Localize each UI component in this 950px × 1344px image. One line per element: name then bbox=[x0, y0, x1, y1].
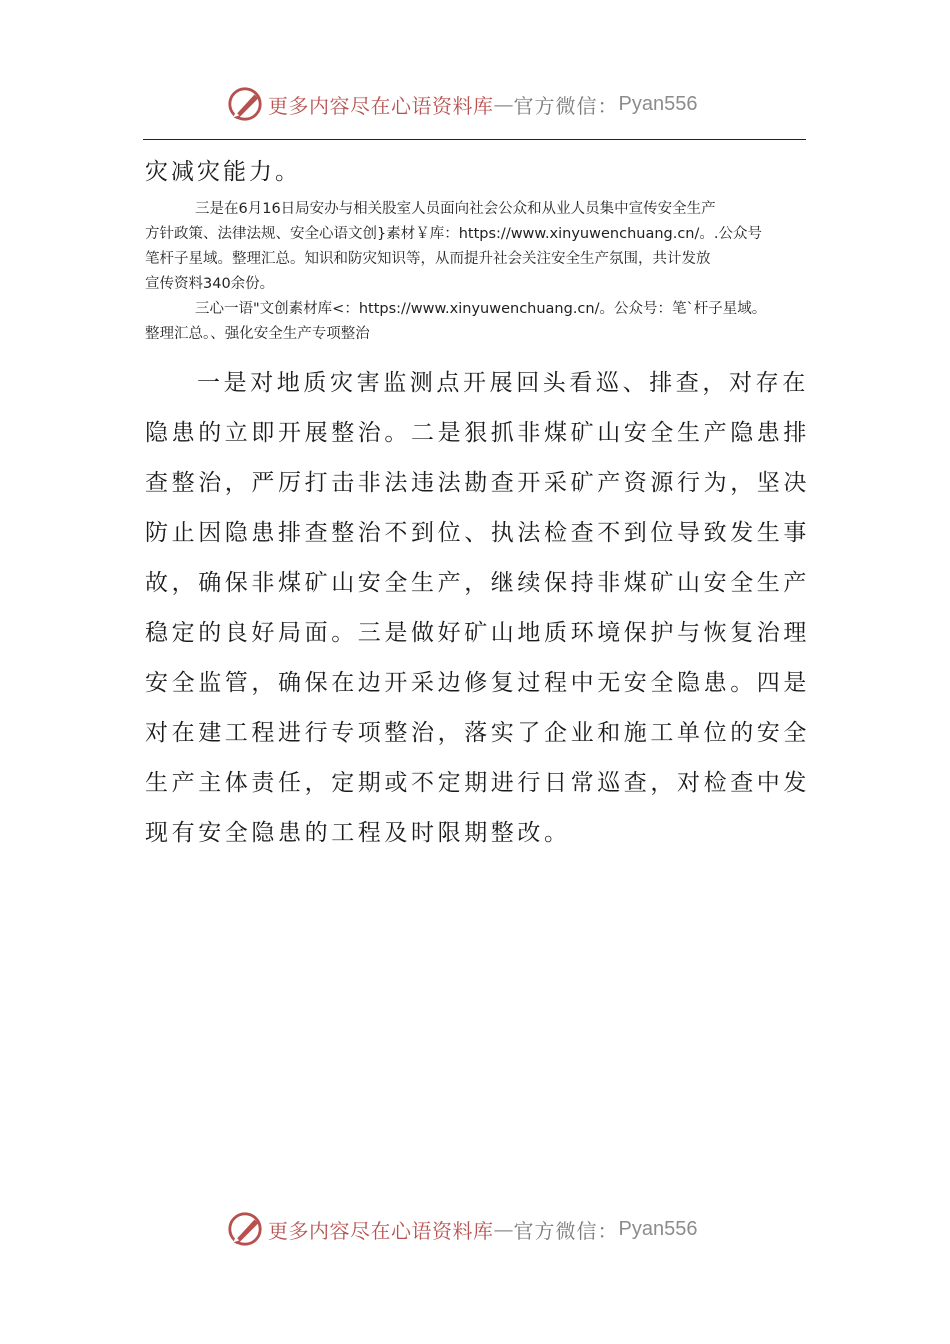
text-line: 三心一语"文创素材库<：https://www.xinyuwenchuang.cn/。公众号：笔`杆子星域。 bbox=[195, 301, 767, 317]
text-line: 笔杆子星域。整理汇总。知识和防灾知识等，从而提升社会关注安全生产氛围，共计发放 bbox=[145, 251, 711, 267]
text-line: 安全监管，确保在边开采边修复过程中无安全隐患。四是 bbox=[145, 670, 810, 696]
header-divider bbox=[143, 139, 806, 140]
footer-site-text: 更多内容尽在心语资料库 bbox=[268, 1218, 494, 1243]
header-wechat-label: 官方微信： bbox=[513, 93, 619, 118]
pen-logo-icon bbox=[226, 85, 264, 123]
text-line: 防止因隐患排查整治不到位、执法检查不到位导致发生事 bbox=[145, 520, 810, 546]
text-line: 宣传资料340余份。 bbox=[145, 276, 275, 292]
text-line: 查整治，严厉打击非法违法勘查开采矿产资源行为，坚决 bbox=[145, 470, 810, 496]
header-dash: — bbox=[493, 92, 514, 116]
continuation-line: 灾减灾能力。 bbox=[145, 159, 301, 185]
footer-wechat-id: Pyan556 bbox=[618, 1217, 698, 1240]
text-line: 一是对地质灾害监测点开展回头看巡、排查，对存在 bbox=[197, 370, 809, 396]
document-body bbox=[145, 150, 810, 858]
text-line: 故，确保非煤矿山安全生产，继续保持非煤矿山安全生产 bbox=[145, 570, 810, 596]
footer-dash: — bbox=[493, 1217, 514, 1241]
header-site-text: 更多内容尽在心语资料库 bbox=[268, 93, 494, 118]
footer-banner bbox=[226, 1207, 697, 1251]
footer-wechat-label: 官方微信： bbox=[513, 1218, 619, 1243]
header-banner bbox=[226, 82, 697, 126]
text-line: 整理汇总。、强化安全生产专项整治 bbox=[145, 326, 370, 342]
paragraph-publicity bbox=[145, 197, 805, 297]
text-line: 稳定的良好局面。三是做好矿山地质环境保护与恢复治理 bbox=[145, 620, 810, 646]
pen-logo-icon bbox=[226, 1210, 264, 1248]
text-line: 方针政策、法律法规、安全心语文创}素材￥库：https://www.xinyuwenchuang.cn/。.公众号 bbox=[145, 226, 762, 242]
text-line: 三是在6月16日局安办与相关股室人员面向社会公众和从业人员集中宣传安全生产 bbox=[195, 201, 716, 217]
paragraph-section-heading bbox=[145, 297, 805, 347]
header-wechat-id: Pyan556 bbox=[618, 92, 698, 115]
text-line: 现有安全隐患的工程及时限期整改。 bbox=[145, 820, 571, 846]
text-line: 隐患的立即开展整治。二是狠抓非煤矿山安全生产隐患排 bbox=[145, 420, 810, 446]
text-line: 生产主体责任，定期或不定期进行日常巡查，对检查中发 bbox=[145, 770, 810, 796]
text-line: 对在建工程进行专项整治，落实了企业和施工单位的安全 bbox=[145, 720, 810, 746]
paragraph-rectification bbox=[145, 358, 810, 858]
